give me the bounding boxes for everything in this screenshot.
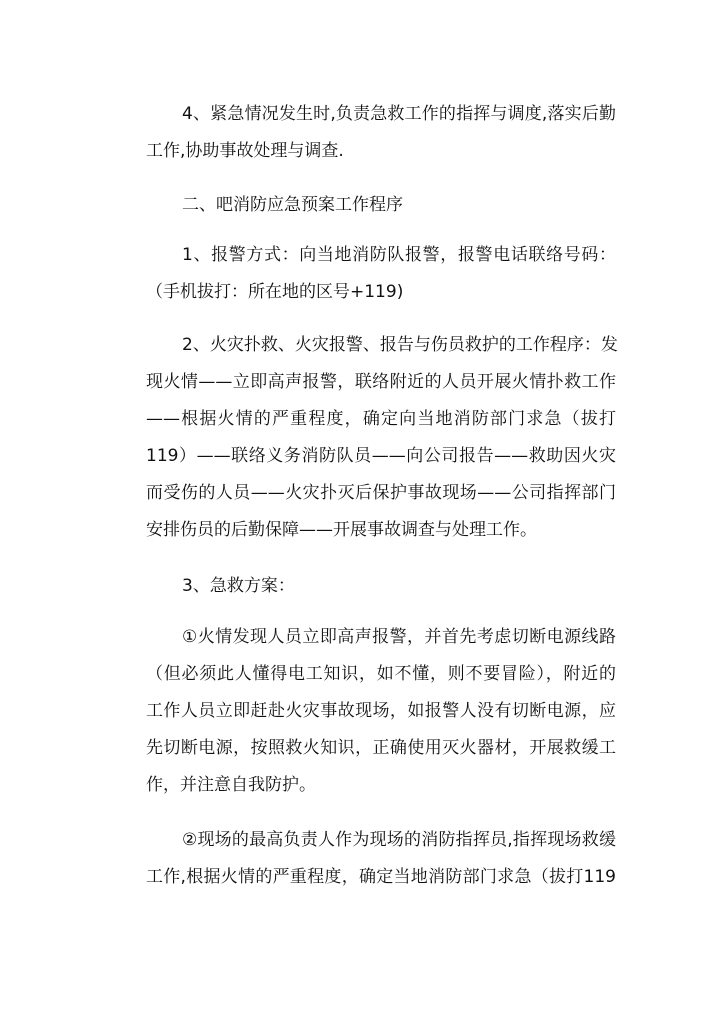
text-line: ——根据火情的严重程度，确定向当地消防部门求急（拔打 <box>146 409 616 429</box>
paragraph-duty-4 <box>110 96 616 170</box>
section-heading <box>110 187 616 224</box>
text-line: 现火情——立即高声报警，联络附近的人员开展火情扑救工作 <box>146 372 616 392</box>
text-line: 1、报警方式：向当地消防队报警，报警电话联络号码： <box>182 245 616 265</box>
heading-text: 二、吧消防应急预案工作程序 <box>182 195 403 215</box>
text-line: 3、急救方案： <box>182 576 295 596</box>
text-line: 工作,根据火情的严重程度，确定当地消防部门求急（拔打119 <box>146 867 616 887</box>
text-line: （手机拔打：所在地的区号+119) <box>146 282 404 302</box>
text-line: 先切断电源，按照救火知识，正确使用灭火器材，开展救缓工 <box>146 738 616 758</box>
paragraph-procedure <box>110 327 616 549</box>
paragraph-alarm-method <box>110 237 616 311</box>
text-line: 工作,协助事故处理与调查. <box>146 141 344 161</box>
text-line: 2、火灾扑救、火灾报警、报告与伤员救护的工作程序：发 <box>182 335 618 355</box>
text-line: ①火情发现人员立即高声报警，并首先考虑切断电源线路 <box>182 627 616 647</box>
paragraph-rescue-step-1 <box>110 619 616 804</box>
text-line: 作，并注意自我防护。 <box>146 775 316 795</box>
text-line: 安排伤员的后勤保障——开展事故调查与处理工作。 <box>146 520 537 540</box>
text-line: 工作人员立即赶赴火灾事故现场，如报警人没有切断电源，应 <box>146 701 616 721</box>
paragraph-rescue-plan-heading <box>110 568 616 605</box>
text-line: 而受伤的人员——火灾扑灭后保护事故现场——公司指挥部门 <box>146 483 616 503</box>
text-line: ②现场的最高负责人作为现场的消防指挥员,指挥现场救缓 <box>182 830 616 850</box>
text-line: （但必须此人懂得电工知识，如不懂，则不要冒险），附近的 <box>146 664 616 684</box>
text-line: 119）——联络义务消防队员——向公司报告——救助因火灾 <box>146 446 616 466</box>
text-line: 4、紧急情况发生时,负责急救工作的指挥与调度,落实后勤 <box>182 104 616 124</box>
paragraph-rescue-step-2 <box>110 822 616 896</box>
